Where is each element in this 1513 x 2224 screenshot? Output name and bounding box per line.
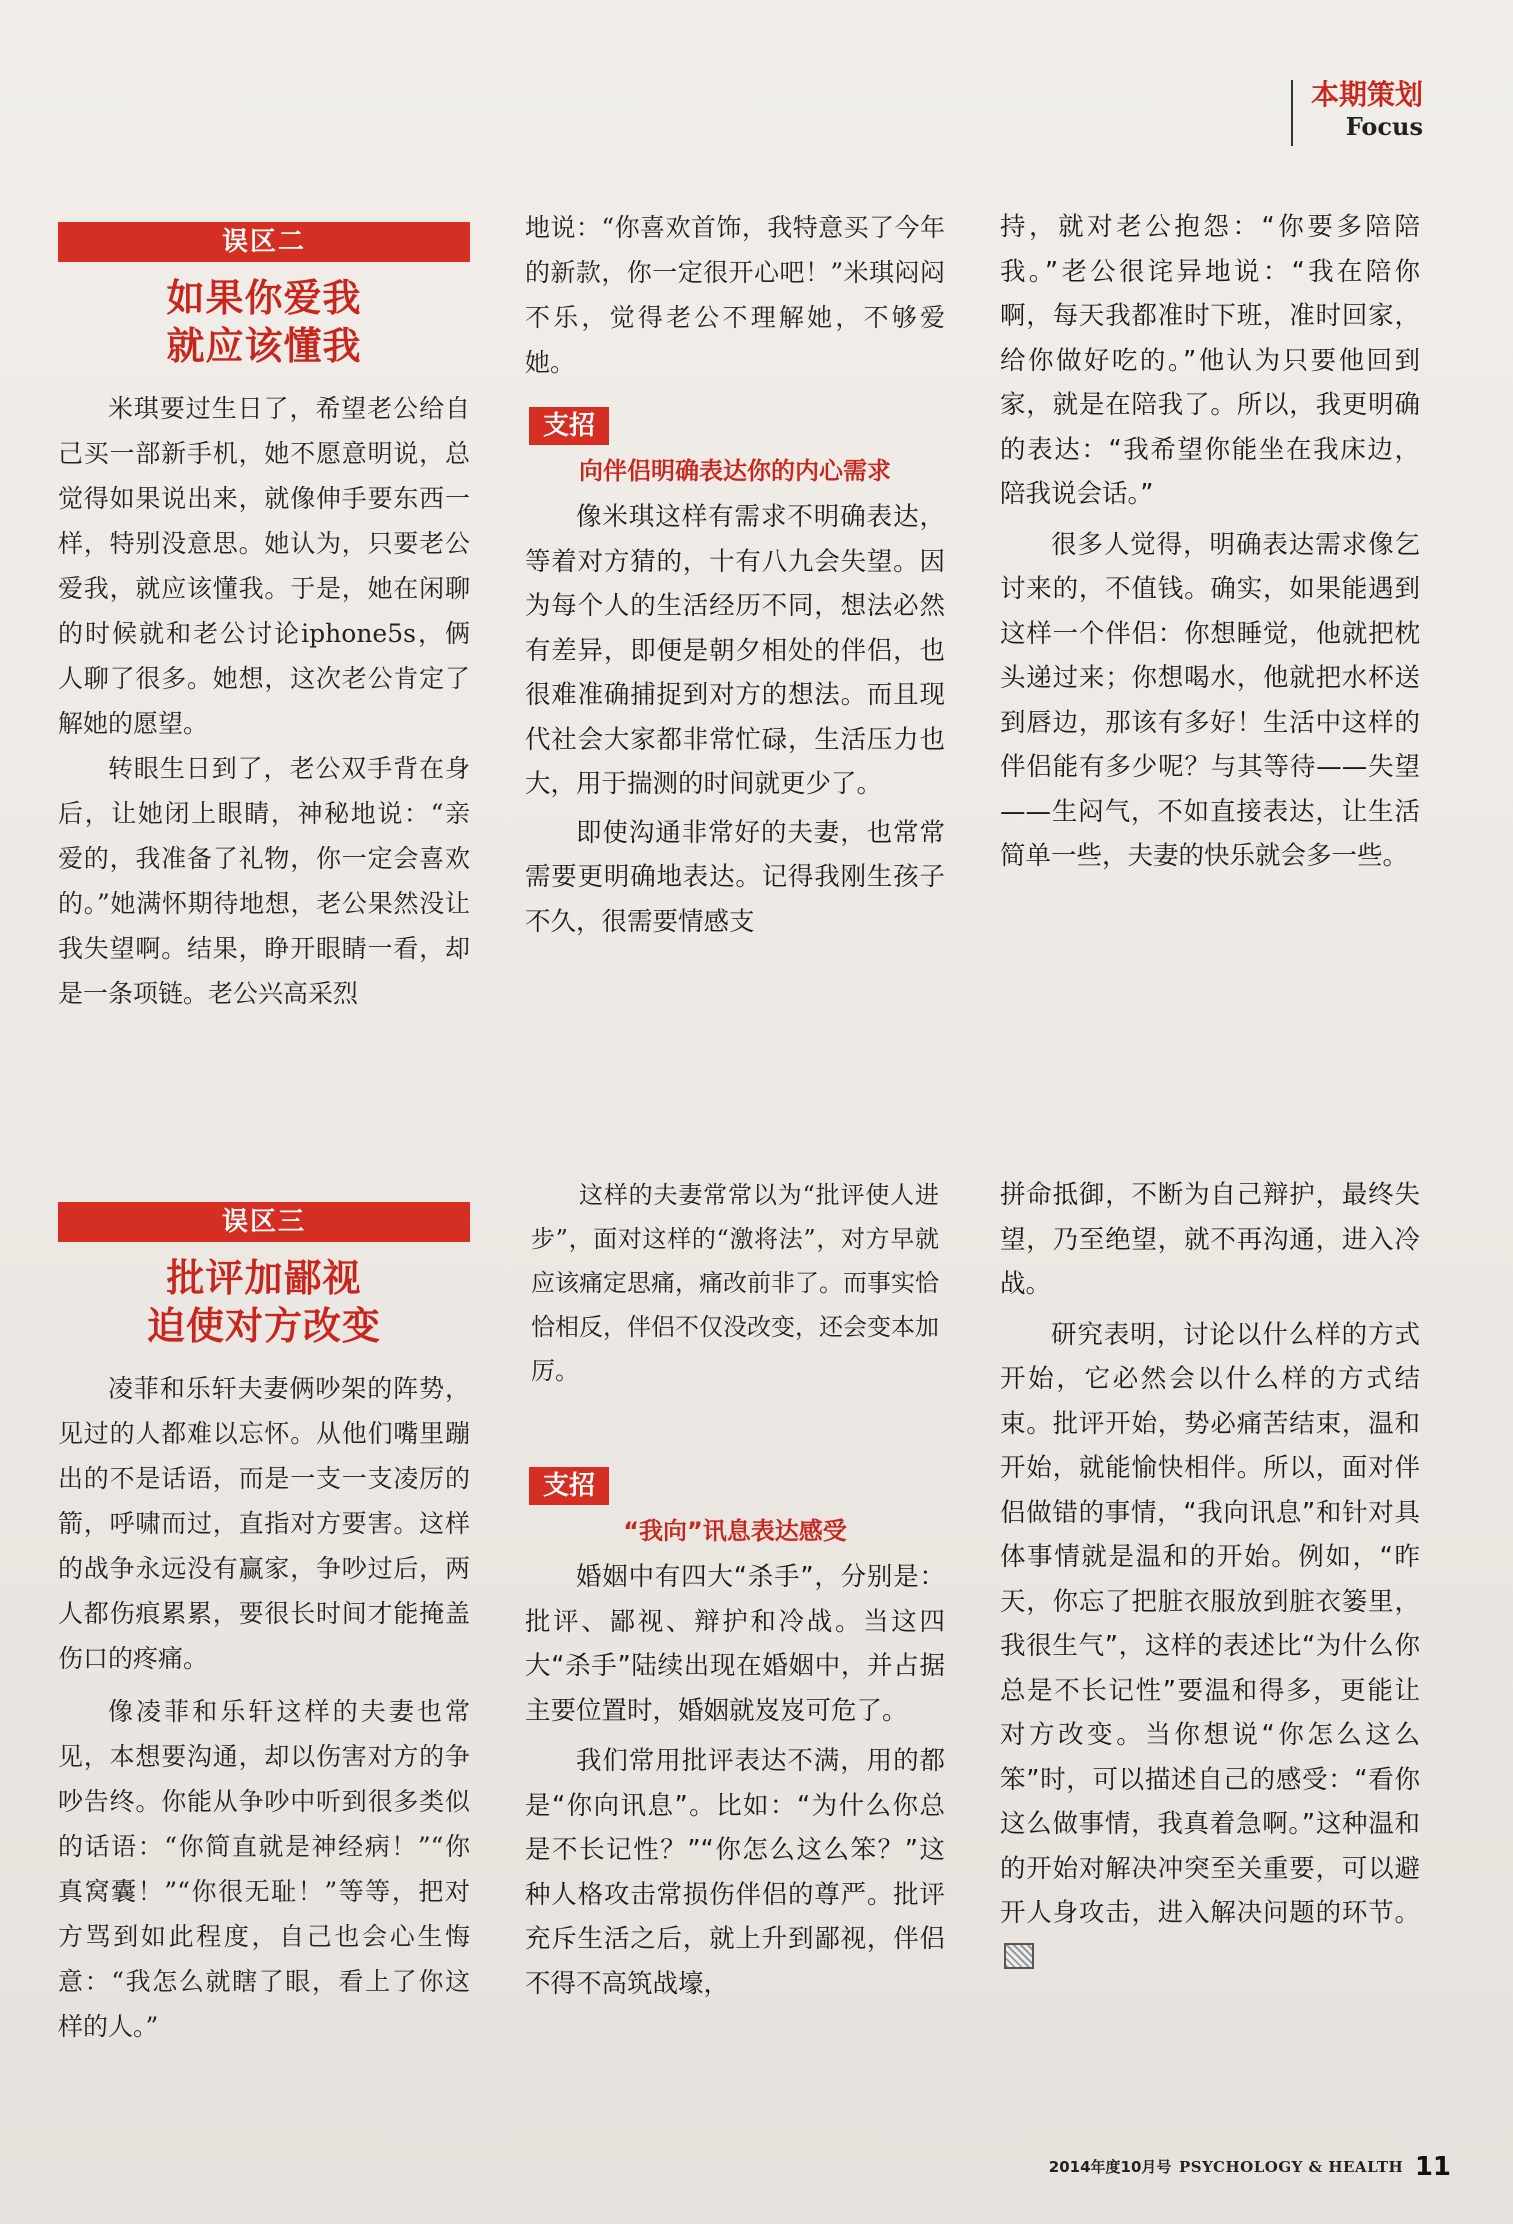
tip2-badge: 支招 [529,1467,609,1505]
tip2-title [525,1513,945,1549]
page-number: 11 [1414,2152,1451,2182]
col3-paragraph: 持，就对老公抱怨：“你要多陪陪我。”老公很诧异地说：“我在陪你啊，每天我都准时下班，准时回家，给你做好吃的。”他认为只要他回到家，就是在陪我了。所以，我更明确的表达：“我希望你能坐在我床边，陪我说会话。” [1000,212,1420,509]
tip2-title-quote: “我向” [623,1517,703,1545]
section-header [1311,78,1423,142]
tip2-section [525,1467,945,2006]
myth3-section [58,1202,470,2049]
continuation-paragraph: 地说：“你喜欢首饰，我特意买了今年的新款，你一定很开心吧！”米琪闷闷不乐，觉得老公不理解她，不够爱她。 [525,213,945,377]
myth2-banner: 误区二 [58,222,470,262]
myth3-banner: 误区三 [58,1202,470,1242]
page-footer [1049,2152,1451,2182]
myth2-paragraph: 转眼生日到了，老公双手背在身后，让她闭上眼睛，神秘地说：“亲爱的，我准备了礼物，你一定会喜欢的。”她满怀期待地想，老公果然没让我失望啊。结果，睁开眼睛一看，却是一条项链。老公兴高采烈 [58,754,470,1008]
end-of-article-icon [1004,1943,1034,1969]
tip1-paragraph: 像米琪这样有需求不明确表达，等着对方猜的，十有八九会失望。因为每个人的生活经历不同，想法必然有差异，即便是朝夕相处的伴侣，也很难准确捕捉到对方的想法。而且现代社会大家都非常忙碌，生活压力也大，用于揣测的时间就更少了。 [525,502,945,799]
issue-label: 2014年度10月号 [1048,2158,1172,2176]
tip1-title: 向伴侣明确表达你的内心需求 [579,457,891,485]
tip2-body [525,1555,945,2006]
col3-top-body [1000,205,1420,879]
col3-bottom-body [1000,1173,1420,1980]
col3-paragraph [1000,1313,1420,1981]
tip2-paragraph: 我们常用批评表达不满，用的都是“你向讯息”。比如：“为什么你总是不长记性？”“你怎么这么笨？”这种人格攻击常损伤伴侣的尊严。批评充斥生活之后，就上升到鄙视，伴侣不得不高筑战壕， [525,1746,945,1999]
myth3-body [58,1366,470,2049]
col3-paragraph: 很多人觉得，明确表达需求像乞讨来的，不值钱。确实，如果能遇到这样一个伴侣：你想睡觉，他就把枕头递过来；你想喝水，他就把水杯送到唇边，那该有多好！生活中这样的伴侣能有多少呢？与其等待——失望——生闷气，不如直接表达，让生活简单一些，夫妻的快乐就会多一些。 [1000,529,1420,871]
tip2-title-rest: 讯息表达感受 [702,1517,847,1545]
myth3-paragraph: 凌菲和乐轩夫妻俩吵架的阵势，见过的人都难以忘怀。从他们嘴里蹦出的不是话语，而是一支一支凌厉的箭，呼啸而过，直指对方要害。这样的战争永远没有赢家，争吵过后，两人都伤痕累累，要很长时间才能掩盖伤口的疼痛。 [58,1374,470,1673]
myth3-title-line2: 迫使对方改变 [146,1304,381,1348]
myth3-paragraph: 像凌菲和乐轩这样的夫妻也常见，本想要沟通，却以伤害对方的争吵告终。你能从争吵中听到很多类似的话语：“你简直就是神经病！”“你真窝囊！”“你很无耻！”等等，把对方骂到如此程度，自己也会心生悔意：“我怎么就瞎了眼，看上了你这样的人。” [58,1697,470,2041]
myth2-body [58,386,470,1016]
myth2-title-line1: 如果你爱我 [166,276,362,320]
tip1-section [525,407,945,944]
pullquote-text: 这样的夫妻常常以为“批评使人进步”，面对这样的“激将法”，对方早就应该痛定思痛，痛改前非了。而事实恰恰相反，伴侣不仅没改变，还会变本加厉。 [531,1181,939,1385]
section-label-en: Focus [1345,112,1423,141]
tip1-badge: 支招 [529,407,609,445]
myth3-title [58,1254,470,1350]
magazine-name: PSYCHOLOGY & HEALTH [1178,2158,1404,2176]
col3-final-text: 研究表明，讨论以什么样的方式开始，它必然会以什么样的方式结束。批评开始，势必痛苦结束，温和开始，就能愉快相伴。所以，面对伴侣做错的事情，“我向讯息”和针对具体事情就是温和的开始。例如，“昨天，你忘了把脏衣服放到脏衣篓里，我很生气”，这样的表述比“为什么你总是不长记性”要温和得多，更能让对方改变。当你想说“你怎么这么笨”时，可以描述自己的感受：“看你这么做事情，我真着急啊。”这种温和的开始对解决冲突至关重要，可以避开人身攻击，进入解决问题的环节。 [1000,1319,1420,1928]
tip1-paragraph: 即使沟通非常好的夫妻，也常常需要更明确地表达。记得我刚生孩子不久，很需要情感支 [525,817,945,937]
column-left [58,222,470,2041]
pullquote-section [525,1173,945,1393]
myth2-paragraph: 米琪要过生日了，希望老公给自己买一部新手机，她不愿意明说，总觉得如果说出来，就像伸手要东西一样，特别没意思。她认为，只要老公爱我，就应该懂我。于是，她在闲聊的时候就和老公讨论iphone5s，俩人聊了很多。她想，这次老公肯定了解她的愿望。 [58,394,470,738]
section-label-zh: 本期策划 [1310,78,1423,111]
pullquote [525,1173,945,1393]
myth3-title-line1: 批评加鄙视 [166,1256,362,1300]
column-right [1000,205,1420,1928]
myth2-continuation [525,205,945,385]
header-divider [1291,80,1293,146]
myth2-title [58,274,470,370]
tip2-paragraph: 婚姻中有四大“杀手”，分别是：批评、鄙视、辩护和冷战。当这四大“杀手”陆续出现在婚姻中，并占据主要位置时，婚姻就岌岌可危了。 [525,1562,945,1726]
myth2-title-line2: 就应该懂我 [166,324,362,368]
column-middle [525,205,945,1999]
tip1-body [525,495,945,944]
col3-paragraph: 拼命抵御，不断为自己辩护，最终失望，乃至绝望，就不再沟通，进入冷战。 [1000,1180,1420,1299]
